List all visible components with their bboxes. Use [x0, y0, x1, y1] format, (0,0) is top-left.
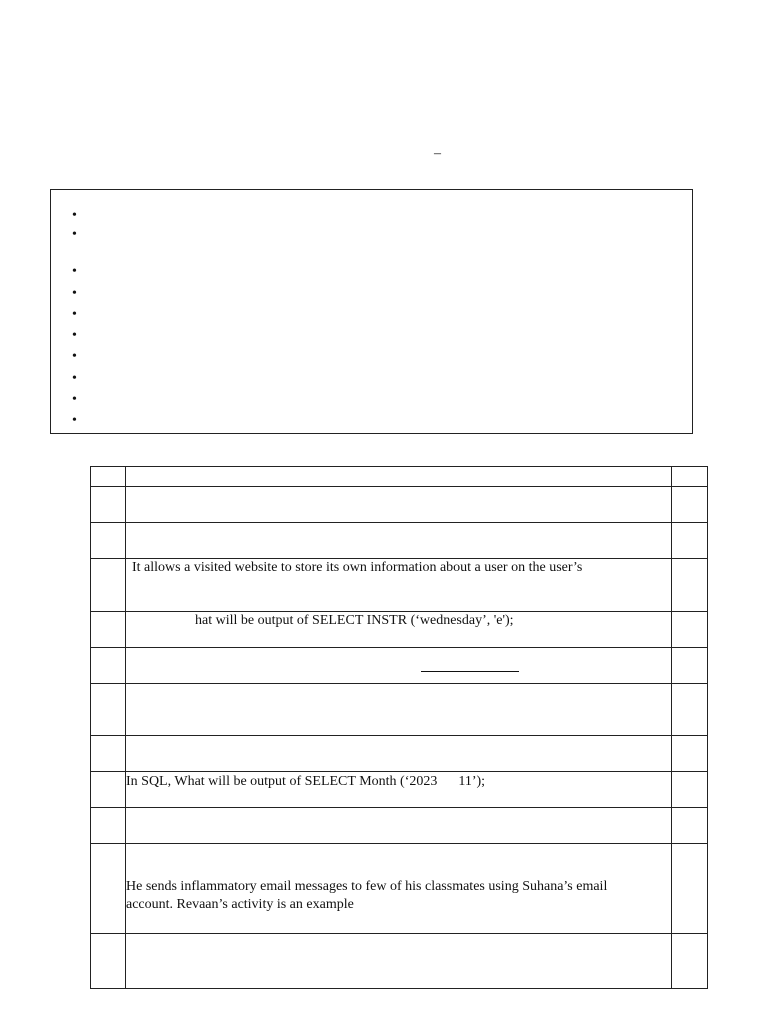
question-number-cell: [91, 487, 126, 523]
marks-cell: [672, 772, 708, 808]
marks-cell: [672, 648, 708, 684]
question-cell: [126, 736, 672, 772]
question-number-cell: [91, 559, 126, 612]
question-text-line: He sends inflammatory email messages to few of his classmates using Suhana’s email: [126, 879, 608, 894]
instruction-bullet: •: [72, 227, 77, 242]
header-cell-number: [91, 467, 126, 487]
instruction-bullet: •: [72, 413, 77, 428]
marks-cell: [672, 612, 708, 648]
question-text: hat will be output of SELECT INSTR (‘wednesday’, 'e');: [195, 613, 514, 628]
table-header-row: [91, 467, 708, 487]
table-row: [91, 648, 708, 684]
table-row: [91, 559, 708, 612]
question-cell: [126, 523, 672, 559]
instruction-bullet: •: [72, 328, 77, 343]
question-number-cell: [91, 684, 126, 736]
question-number-cell: [91, 648, 126, 684]
marks-cell: [672, 487, 708, 523]
question-cell: [126, 684, 672, 736]
table-row: [91, 612, 708, 648]
question-number-cell: [91, 934, 126, 989]
question-cell: [126, 487, 672, 523]
marks-cell: [672, 559, 708, 612]
instruction-bullet: •: [72, 349, 77, 364]
question-number-cell: [91, 844, 126, 934]
question-number-cell: [91, 523, 126, 559]
table-row: [91, 487, 708, 523]
header-cell-marks: [672, 467, 708, 487]
marks-cell: [672, 684, 708, 736]
table-row: [91, 934, 708, 989]
table-row: [91, 736, 708, 772]
questions-table: [90, 466, 708, 989]
marks-cell: [672, 934, 708, 989]
instruction-bullet: •: [72, 307, 77, 322]
general-instructions-box: [50, 189, 693, 434]
header-dash: –: [434, 146, 441, 161]
instruction-bullet: •: [72, 392, 77, 407]
instruction-bullet: •: [72, 208, 77, 223]
instruction-bullet: •: [72, 264, 77, 279]
instruction-bullet: •: [72, 286, 77, 301]
instruction-bullet: •: [72, 371, 77, 386]
question-number-cell: [91, 612, 126, 648]
table-row: [91, 772, 708, 808]
question-cell: [126, 772, 672, 808]
marks-cell: [672, 844, 708, 934]
question-text-line: account. Revaan’s activity is an example: [126, 897, 354, 912]
question-number-cell: [91, 772, 126, 808]
question-number-cell: [91, 808, 126, 844]
table-row: [91, 844, 708, 934]
question-number-cell: [91, 736, 126, 772]
marks-cell: [672, 523, 708, 559]
question-cell: [126, 934, 672, 989]
question-cell: [126, 612, 672, 648]
table-row: [91, 523, 708, 559]
table-row: [91, 808, 708, 844]
question-cell: [126, 844, 672, 934]
question-text: It allows a visited website to store its own information about a user on the user’s: [132, 560, 583, 575]
marks-cell: [672, 808, 708, 844]
question-cell: [126, 648, 672, 684]
question-cell: [126, 559, 672, 612]
question-cell: [126, 808, 672, 844]
table-row: [91, 684, 708, 736]
question-text: In SQL, What will be output of SELECT Month (‘2023 11’);: [126, 774, 486, 789]
header-cell-question: [126, 467, 672, 487]
fill-in-blank-line: [421, 659, 519, 672]
marks-cell: [672, 736, 708, 772]
